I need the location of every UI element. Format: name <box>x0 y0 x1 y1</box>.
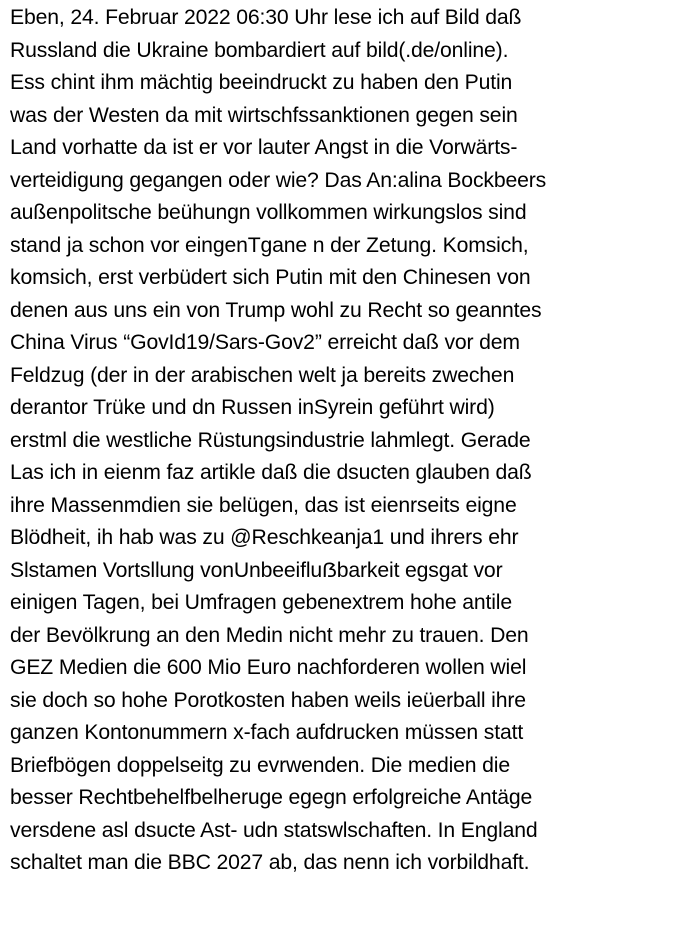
text-line: derantor Trüke und dn Russen inSyrein geführt wird) <box>10 396 495 419</box>
text-line: GEZ Medien die 600 Mio Euro nachforderen wollen wiel <box>10 656 527 679</box>
text-line: was der Westen da mit wirtschfssanktionen gegen sein <box>10 103 518 127</box>
text-line: Russland die Ukraine bombardiert auf bild(.de/online). <box>10 38 509 62</box>
text-line: Feldzug (der in der arabischen welt ja bereits zwechen <box>10 363 515 387</box>
text-line: versdene asl dsucte Ast- udn statswlschaften. In England <box>10 818 538 842</box>
document-text <box>10 2 682 880</box>
text-line: Las ich in eienm faz artikle daß die dsucten glauben daß <box>10 461 532 484</box>
text-line: Ess chint ihm mächtig beeindruckt zu haben den Putin <box>10 71 513 94</box>
text-line: China Virus “GovId19/Sars-Gov2” erreicht daß vor dem <box>10 331 520 354</box>
text-line: Land vorhatte da ist er vor lauter Angst in die Vorwärts- <box>10 136 518 159</box>
text-line: schaltet man die BBC 2027 ab, das nenn ich vorbildhaft. <box>10 851 530 874</box>
text-line: ihre Massenmdien sie belügen, das ist eienrseits eigne <box>10 493 517 517</box>
text-line: ganzen Kontonummern x-fach aufdrucken müssen statt <box>10 721 524 744</box>
text-line: verteidigung gegangen oder wie? Das An:alina Bockbeers <box>10 168 547 192</box>
text-line: Eben, 24. Februar 2022 06:30 Uhr lese ich auf Bild daß <box>10 6 522 29</box>
text-line: Slstamen Vortsllung vonUnbeeifluẞbarkeit egsgat vor <box>10 558 503 582</box>
text-line: der Bevölkrung an den Medin nicht mehr zu trauen. Den <box>10 623 529 647</box>
text-line: einigen Tagen, bei Umfragen gebenextrem hohe antile <box>10 591 512 614</box>
text-line: denen aus uns ein von Trump wohl zu Recht so geanntes <box>10 298 542 322</box>
text-line: erstml die westliche Rüstungsindustrie lahmlegt. Gerade <box>10 428 531 452</box>
text-line: Briefbögen doppelseitg zu evrwenden. Die medien die <box>10 753 511 777</box>
text-line: außenpolitsche beühungn vollkommen wirkungslos sind <box>10 201 527 224</box>
text-line: Blödheit, ih hab was zu @Reschkeanja1 und ihrers ehr <box>10 526 519 549</box>
text-line: stand ja schon vor eingenTgane n der Zetung. Komsich, <box>10 233 529 257</box>
text-line: komsich, erst verbüdert sich Putin mit den Chinesen von <box>10 266 531 289</box>
text-line: besser Rechtbehelfbelheruge egegn erfolgreiche Antäge <box>10 786 533 809</box>
text-line: sie doch so hohe Porotkosten haben weils ieüerball ihre <box>10 688 526 712</box>
